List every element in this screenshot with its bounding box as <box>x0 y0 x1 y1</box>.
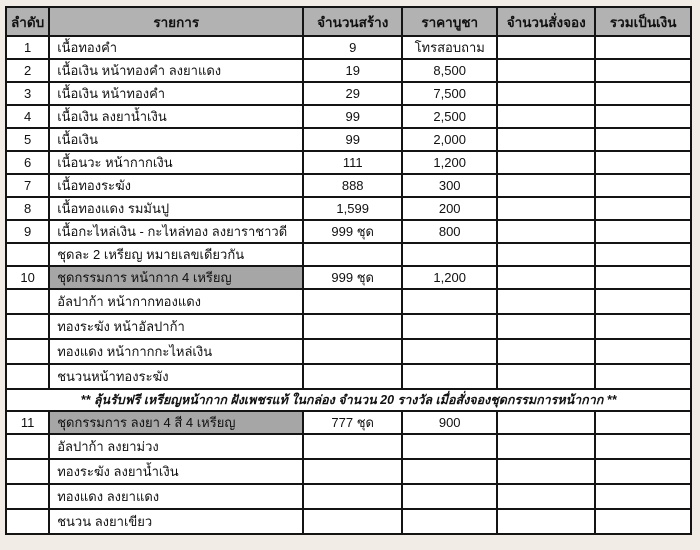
table-row <box>6 105 691 128</box>
cell-made: 999 ชุด <box>303 266 402 289</box>
cell-item: เนื้อทองคำ <box>49 36 303 59</box>
cell-price: 2,500 <box>402 105 497 128</box>
cell-price <box>402 289 497 314</box>
table-row <box>6 364 691 389</box>
price-table-body <box>6 36 691 534</box>
cell-item: ทองแดง ลงยาแดง <box>49 484 303 509</box>
cell-made <box>303 484 402 509</box>
table-row <box>6 459 691 484</box>
table-row <box>6 174 691 197</box>
cell-total <box>595 459 691 484</box>
cell-no <box>6 314 49 339</box>
cell-order <box>497 434 595 459</box>
cell-no: 1 <box>6 36 49 59</box>
cell-item: ชนวน ลงยาเขียว <box>49 509 303 534</box>
cell-total <box>595 243 691 266</box>
cell-item: เนื้อทองแดง รมมันปู <box>49 197 303 220</box>
cell-price: 8,500 <box>402 59 497 82</box>
table-row <box>6 434 691 459</box>
cell-total <box>595 36 691 59</box>
cell-total <box>595 266 691 289</box>
table-row <box>6 197 691 220</box>
cell-no: 8 <box>6 197 49 220</box>
cell-order <box>497 364 595 389</box>
cell-price <box>402 459 497 484</box>
cell-no: 7 <box>6 174 49 197</box>
cell-item: ชุดกรรมการ หน้ากาก 4 เหรียญ <box>49 266 303 289</box>
cell-order <box>497 174 595 197</box>
header-no: ลำดับ <box>6 7 49 36</box>
cell-made <box>303 314 402 339</box>
cell-total <box>595 364 691 389</box>
cell-no: 11 <box>6 411 49 434</box>
header-order: จำนวนสั่งจอง <box>497 7 595 36</box>
cell-no <box>6 364 49 389</box>
cell-price <box>402 314 497 339</box>
cell-no <box>6 434 49 459</box>
price-sheet <box>5 6 692 535</box>
cell-total <box>595 151 691 174</box>
cell-price: 300 <box>402 174 497 197</box>
table-row <box>6 36 691 59</box>
header-row <box>6 7 691 36</box>
table-row <box>6 151 691 174</box>
cell-item: เนื้อเงิน หน้าทองคำ <box>49 82 303 105</box>
table-row <box>6 128 691 151</box>
cell-price: 900 <box>402 411 497 434</box>
cell-order <box>497 220 595 243</box>
cell-made <box>303 364 402 389</box>
cell-price <box>402 509 497 534</box>
cell-price: 1,200 <box>402 266 497 289</box>
cell-item: เนื้อนวะ หน้ากากเงิน <box>49 151 303 174</box>
header-made: จำนวนสร้าง <box>303 7 402 36</box>
cell-made: 777 ชุด <box>303 411 402 434</box>
cell-price: 2,000 <box>402 128 497 151</box>
cell-order <box>497 59 595 82</box>
cell-item: ชุดกรรมการ ลงยา 4 สี 4 เหรียญ <box>49 411 303 434</box>
cell-order <box>497 459 595 484</box>
cell-total <box>595 289 691 314</box>
cell-total <box>595 314 691 339</box>
cell-total <box>595 509 691 534</box>
cell-price <box>402 243 497 266</box>
cell-made: 29 <box>303 82 402 105</box>
cell-made: 999 ชุด <box>303 220 402 243</box>
cell-made: 9 <box>303 36 402 59</box>
cell-no <box>6 339 49 364</box>
promo-note-row <box>6 389 691 411</box>
cell-item: อัลปาก้า ลงยาม่วง <box>49 434 303 459</box>
table-row <box>6 339 691 364</box>
cell-item: ทองระฆัง ลงยาน้ำเงิน <box>49 459 303 484</box>
cell-no <box>6 289 49 314</box>
cell-order <box>497 266 595 289</box>
cell-price: 800 <box>402 220 497 243</box>
cell-order <box>497 82 595 105</box>
cell-total <box>595 197 691 220</box>
cell-order <box>497 289 595 314</box>
cell-item: ทองระฆัง หน้าอัลปาก้า <box>49 314 303 339</box>
cell-total <box>595 82 691 105</box>
cell-item: เนื้อกะไหล่เงิน - กะไหล่ทอง ลงยาราชาวดี <box>49 220 303 243</box>
cell-price: 7,500 <box>402 82 497 105</box>
cell-order <box>497 314 595 339</box>
cell-no <box>6 459 49 484</box>
cell-price <box>402 434 497 459</box>
cell-total <box>595 339 691 364</box>
cell-total <box>595 484 691 509</box>
cell-no: 9 <box>6 220 49 243</box>
table-row <box>6 59 691 82</box>
cell-made <box>303 434 402 459</box>
cell-no: 5 <box>6 128 49 151</box>
cell-order <box>497 509 595 534</box>
cell-total <box>595 128 691 151</box>
cell-total <box>595 174 691 197</box>
cell-order <box>497 484 595 509</box>
cell-no <box>6 509 49 534</box>
cell-no <box>6 484 49 509</box>
table-row <box>6 484 691 509</box>
price-table <box>5 6 692 535</box>
cell-order <box>497 411 595 434</box>
cell-order <box>497 197 595 220</box>
cell-made: 99 <box>303 105 402 128</box>
table-row <box>6 220 691 243</box>
cell-item: เนื้อเงิน <box>49 128 303 151</box>
cell-item: ชนวนหน้าทองระฆัง <box>49 364 303 389</box>
cell-price: โทรสอบถาม <box>402 36 497 59</box>
cell-no: 10 <box>6 266 49 289</box>
promo-note-text: ** ลุ้นรับฟรี เหรียญหน้ากาก ฝังเพชรแท้ ในกล่อง จำนวน 20 รางวัล เมื่อสั่งจองชุดกรรมการหน้ากาก ** <box>6 389 691 411</box>
cell-made <box>303 459 402 484</box>
table-row <box>6 289 691 314</box>
cell-order <box>497 339 595 364</box>
cell-no: 6 <box>6 151 49 174</box>
cell-no: 2 <box>6 59 49 82</box>
cell-item: เนื้อเงิน หน้าทองคำ ลงยาแดง <box>49 59 303 82</box>
header-item: รายการ <box>49 7 303 36</box>
cell-order <box>497 128 595 151</box>
cell-item: เนื้อเงิน ลงยาน้ำเงิน <box>49 105 303 128</box>
cell-no <box>6 243 49 266</box>
table-row <box>6 243 691 266</box>
table-row <box>6 509 691 534</box>
cell-item: เนื้อทองระฆัง <box>49 174 303 197</box>
table-row <box>6 82 691 105</box>
cell-made <box>303 339 402 364</box>
cell-made: 19 <box>303 59 402 82</box>
table-row <box>6 411 691 434</box>
cell-item: ชุดละ 2 เหรียญ หมายเลขเดียวกัน <box>49 243 303 266</box>
cell-total <box>595 220 691 243</box>
cell-made: 111 <box>303 151 402 174</box>
table-row <box>6 314 691 339</box>
cell-order <box>497 105 595 128</box>
cell-total <box>595 105 691 128</box>
cell-made: 1,599 <box>303 197 402 220</box>
cell-no: 4 <box>6 105 49 128</box>
cell-made: 99 <box>303 128 402 151</box>
cell-made <box>303 243 402 266</box>
cell-price <box>402 364 497 389</box>
cell-order <box>497 151 595 174</box>
cell-order <box>497 243 595 266</box>
cell-order <box>497 36 595 59</box>
table-header <box>6 7 691 36</box>
cell-total <box>595 59 691 82</box>
header-total: รวมเป็นเงิน <box>595 7 691 36</box>
cell-price: 200 <box>402 197 497 220</box>
cell-total <box>595 434 691 459</box>
cell-no: 3 <box>6 82 49 105</box>
cell-item: ทองแดง หน้ากากกะไหล่เงิน <box>49 339 303 364</box>
cell-item: อัลปาก้า หน้ากากทองแดง <box>49 289 303 314</box>
header-price: ราคาบูชา <box>402 7 497 36</box>
cell-price <box>402 339 497 364</box>
cell-made <box>303 289 402 314</box>
cell-total <box>595 411 691 434</box>
table-row <box>6 266 691 289</box>
cell-price: 1,200 <box>402 151 497 174</box>
cell-price <box>402 484 497 509</box>
cell-made <box>303 509 402 534</box>
cell-made: 888 <box>303 174 402 197</box>
